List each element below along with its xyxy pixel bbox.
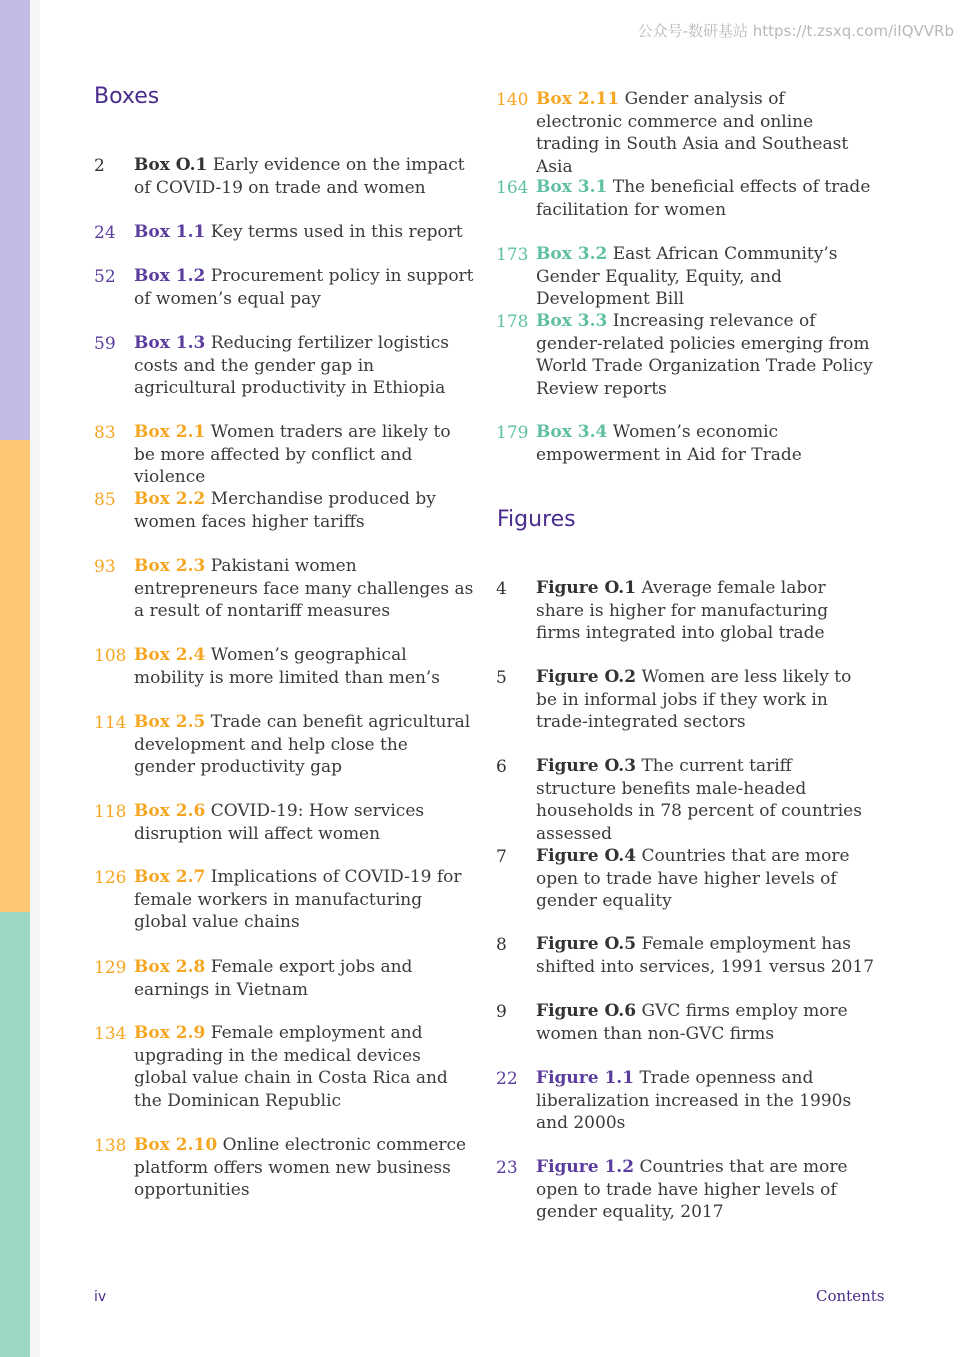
page-number: 7: [496, 847, 507, 867]
watermark-note: 公众号-数研基站 https://t.zsxq.com/iIQVVRb: [637, 22, 954, 40]
page-edge: [30, 0, 40, 1357]
entry-title: Early evidence on the impact of COVID-19 on trade and women: [134, 155, 465, 198]
figures-heading: Figures: [497, 507, 576, 532]
page-number: 85: [94, 490, 116, 510]
page-number: 140: [496, 90, 529, 110]
entry-label: Figure 1.2: [536, 1157, 635, 1177]
entry-label: Figure O.5: [536, 934, 637, 954]
entry-title: Women’s economic empowerment in Aid for Trade: [536, 422, 802, 465]
entry-label: Figure O.6: [536, 1001, 637, 1021]
page-number: 173: [496, 245, 529, 265]
entry-label: Box 3.4: [536, 422, 608, 442]
box-entry[interactable]: [94, 1134, 474, 1202]
entry-title: Reducing fertilizer logistics costs and the gender gap in agricultural productivity in Ethiopia: [134, 333, 450, 398]
color-bar-teal: [0, 912, 30, 1357]
box-entry[interactable]: [496, 176, 876, 221]
page-number: 8: [496, 935, 507, 955]
page-number: 23: [496, 1158, 518, 1178]
entry-title: The beneficial effects of trade facilitation for women: [536, 177, 871, 220]
entry-label: Box 2.3: [134, 556, 206, 576]
box-entry[interactable]: [94, 265, 474, 310]
section-name-footer: Contents: [816, 1287, 885, 1305]
page-number: 108: [94, 646, 127, 666]
entry-title: Procurement policy in support of women’s equal pay: [134, 266, 474, 309]
figure-entry[interactable]: [496, 577, 876, 645]
entry-title: Women are less likely to be in informal jobs if they work in trade-integrated sectors: [536, 667, 852, 732]
page-number: 126: [94, 868, 127, 888]
entry-title: Countries that are more open to trade have higher levels of gender equality, 2017: [536, 1157, 848, 1222]
page-number: 22: [496, 1069, 518, 1089]
entry-label: Box 2.2: [134, 489, 206, 509]
entry-title: Women traders are likely to be more affected by conflict and violence: [134, 422, 451, 487]
page-number: 178: [496, 312, 529, 332]
box-entry[interactable]: [94, 711, 474, 779]
entry-label: Box O.1: [134, 155, 208, 175]
entry-title: Trade can benefit agricultural development and help close the gender productivity gap: [134, 712, 471, 777]
entry-title: GVC firms employ more women than non-GVC firms: [536, 1001, 848, 1044]
box-entry[interactable]: [94, 800, 474, 845]
entry-title: Female export jobs and earnings in Vietnam: [134, 957, 413, 1000]
page-number: 9: [496, 1002, 507, 1022]
box-entry[interactable]: [94, 221, 474, 244]
box-entry[interactable]: [496, 421, 876, 466]
box-entry[interactable]: [94, 555, 474, 623]
entry-label: Figure O.3: [536, 756, 637, 776]
page-number: 114: [94, 713, 127, 733]
box-entry[interactable]: [94, 644, 474, 689]
box-entry[interactable]: [496, 88, 876, 178]
entry-title: Countries that are more open to trade have higher levels of gender equality: [536, 846, 850, 911]
boxes-heading: Boxes: [94, 84, 160, 109]
entry-label: Box 3.2: [536, 244, 608, 264]
entry-title: Merchandise produced by women faces higher tariffs: [134, 489, 436, 532]
entry-title: Female employment and upgrading in the medical devices global value chain in Costa Rica and the Dominican Republic: [134, 1023, 448, 1111]
box-entry[interactable]: [94, 488, 474, 533]
box-entry[interactable]: [94, 421, 474, 489]
page-number: 129: [94, 958, 127, 978]
page-number: 5: [496, 668, 507, 688]
figure-entry[interactable]: [496, 845, 876, 913]
page-number: 164: [496, 178, 529, 198]
entry-label: Figure O.4: [536, 846, 637, 866]
entry-title: Women’s geographical mobility is more limited than men’s: [134, 645, 441, 688]
page-number: 134: [94, 1024, 127, 1044]
box-entry[interactable]: [94, 154, 474, 199]
page-number: 118: [94, 802, 127, 822]
entry-title: Key terms used in this report: [210, 222, 463, 242]
entry-title: The current tariff structure benefits male-headed households in 78 percent of countries assessed: [536, 756, 862, 844]
entry-title: Average female labor share is higher for manufacturing firms integrated into global trade: [536, 578, 829, 643]
page-number: 179: [496, 423, 529, 443]
box-entry[interactable]: [496, 243, 876, 311]
entry-label: Box 1.3: [134, 333, 206, 353]
figure-entry[interactable]: [496, 755, 876, 845]
color-bar-purple: [0, 0, 30, 440]
entry-label: Box 1.2: [134, 266, 206, 286]
entry-label: Figure O.1: [536, 578, 637, 598]
entry-label: Box 2.5: [134, 712, 206, 732]
entry-label: Figure 1.1: [536, 1068, 635, 1088]
page-number-footer: iv: [94, 1289, 107, 1305]
entry-label: Box 3.1: [536, 177, 608, 197]
entry-title: Pakistani women entrepreneurs face many challenges as a result of nontariff measures: [134, 556, 474, 621]
page-number: 83: [94, 423, 116, 443]
box-entry[interactable]: [94, 1022, 474, 1112]
figure-entry[interactable]: [496, 1067, 876, 1135]
entry-title: Increasing relevance of gender-related policies emerging from World Trade Organization Trade Policy Review reports: [536, 311, 873, 399]
entry-label: Box 3.3: [536, 311, 608, 331]
entry-label: Box 1.1: [134, 222, 206, 242]
figure-entry[interactable]: [496, 1156, 876, 1224]
page-number: 24: [94, 223, 116, 243]
entry-label: Box 2.8: [134, 957, 206, 977]
entry-label: Box 2.4: [134, 645, 206, 665]
entry-label: Box 2.11: [536, 89, 620, 109]
entry-title: Online electronic commerce platform offers women new business opportunities: [134, 1135, 467, 1200]
box-entry[interactable]: [496, 310, 876, 400]
entry-label: Box 2.1: [134, 422, 206, 442]
figure-entry[interactable]: [496, 666, 876, 734]
figure-entry[interactable]: [496, 933, 876, 978]
color-bar-orange: [0, 440, 30, 912]
entry-label: Box 2.7: [134, 867, 206, 887]
box-entry[interactable]: [94, 866, 474, 934]
page-number: 138: [94, 1136, 127, 1156]
page-number: 6: [496, 757, 507, 777]
entry-label: Box 2.6: [134, 801, 206, 821]
page-number: 93: [94, 557, 116, 577]
entry-title: Implications of COVID-19 for female workers in manufacturing global value chains: [134, 867, 462, 932]
entry-title: Female employment has shifted into services, 1991 versus 2017: [536, 934, 875, 977]
entry-label: Box 2.10: [134, 1135, 218, 1155]
entry-label: Box 2.9: [134, 1023, 206, 1043]
entry-title: Gender analysis of electronic commerce and online trading in South Asia and Southeast Asia: [536, 89, 849, 177]
page-number: 52: [94, 267, 116, 287]
page-number: 2: [94, 156, 105, 176]
box-entry[interactable]: [94, 332, 474, 400]
entry-label: Figure O.2: [536, 667, 637, 687]
page-number: 59: [94, 334, 116, 354]
entry-title: Trade openness and liberalization increased in the 1990s and 2000s: [536, 1068, 852, 1133]
entry-title: East African Community’s Gender Equality, Equity, and Development Bill: [536, 244, 838, 309]
figure-entry[interactable]: [496, 1000, 876, 1045]
box-entry[interactable]: [94, 956, 474, 1001]
entry-title: COVID-19: How services disruption will affect women: [134, 801, 425, 844]
page-number: 4: [496, 579, 507, 599]
